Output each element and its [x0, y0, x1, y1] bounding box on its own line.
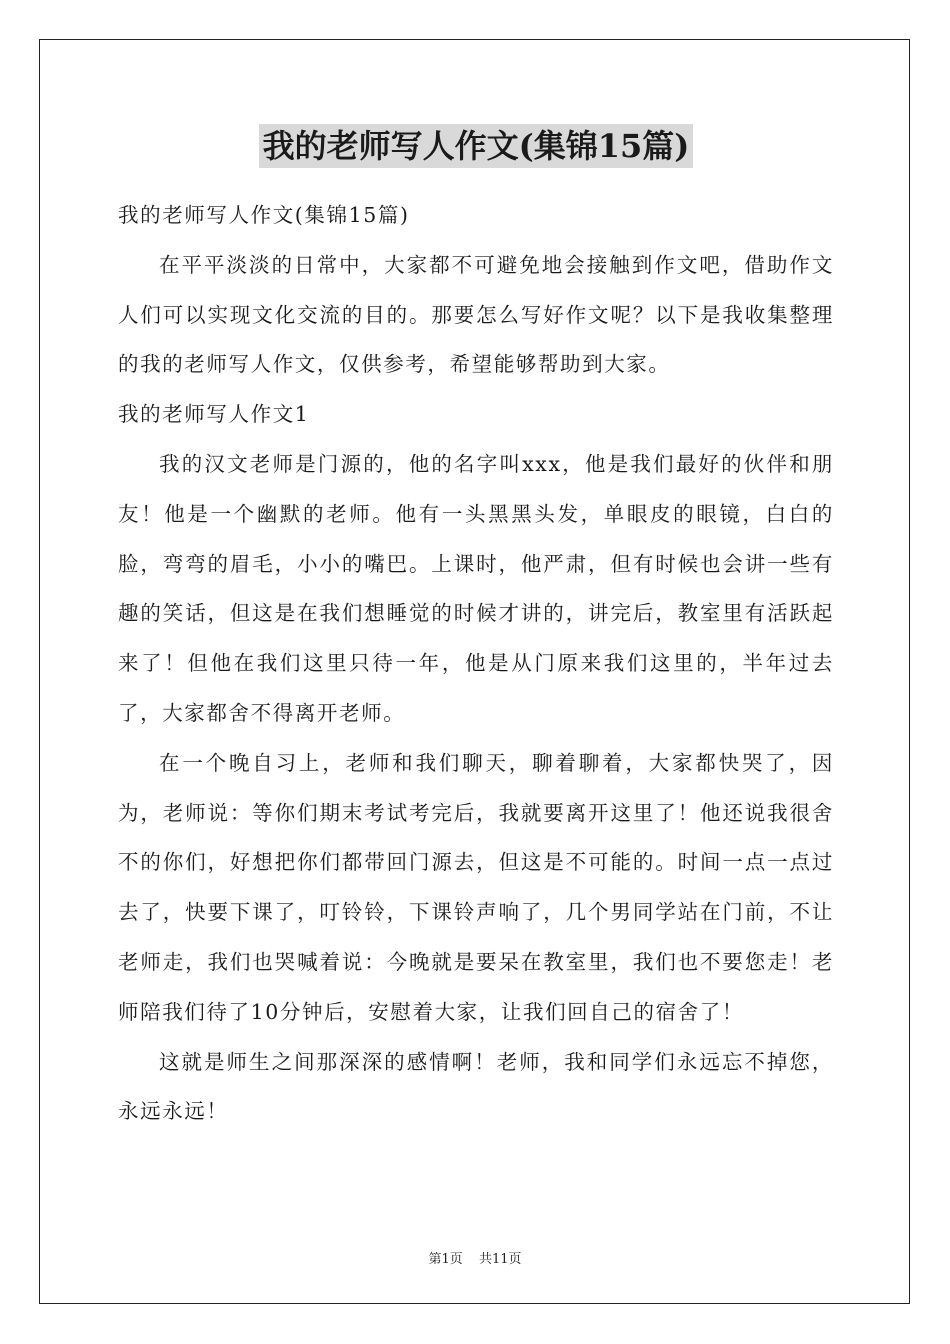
- body-paragraph-2: 在一个晚自习上，老师和我们聊天，聊着聊着，大家都快哭了，因为，老师说：等你们期末考试考完后，我就要离开这里了！他还说我很舍不的你们，好想把你们都带回门源去，但这是不可能的。时间一点一点过去了，快要下课了，叮铃铃，下课铃声响了，几个男同学站在门前，不让老师走，我们也哭喊着说：今晚就是要呆在教室里，我们也不要您走！老师陪我们待了10分钟后，安慰着大家，让我们回自己的宿舍了！: [118, 750, 834, 1024]
- body-paragraph-3: 这就是师生之间那深深的感情啊！老师，我和同学们永远忘不掉您，永远永远！: [118, 1049, 834, 1124]
- document-body: [118, 124, 834, 1137]
- body-paragraph-1: 我的汉文老师是门源的，他的名字叫xxx，他是我们最好的伙伴和朋友！他是一个幽默的老师。他有一头黑黑头发，单眼皮的眼镜，白白的脸，弯弯的眉毛，小小的嘴巴。上课时，他严肃，但有时候也会讲一些有趣的笑话，但这是在我们想睡觉的时候才讲的，讲完后，教室里有活跃起来了！但他在我们这里只待一年，他是从门原来我们这里的，半年过去了，大家都舍不得离开老师。: [118, 451, 834, 725]
- page-number: 第1页: [428, 1252, 463, 1267]
- page-footer: [0, 1248, 950, 1267]
- title-wrap: [118, 124, 834, 177]
- document-title: 我的老师写人作文(集锦15篇): [259, 124, 694, 168]
- page-total: 共11页: [478, 1252, 522, 1267]
- section-heading: 我的老师写人作文1: [118, 402, 310, 427]
- intro-paragraph: 在平平淡淡的日常中，大家都不可避免地会接触到作文吧，借助作文人们可以实现文化交流的目的。那要怎么写好作文呢？以下是我收集整理的我的老师写人作文，仅供参考，希望能够帮助到大家。: [118, 252, 834, 377]
- document-subtitle: 我的老师写人作文(集锦15篇): [118, 203, 410, 227]
